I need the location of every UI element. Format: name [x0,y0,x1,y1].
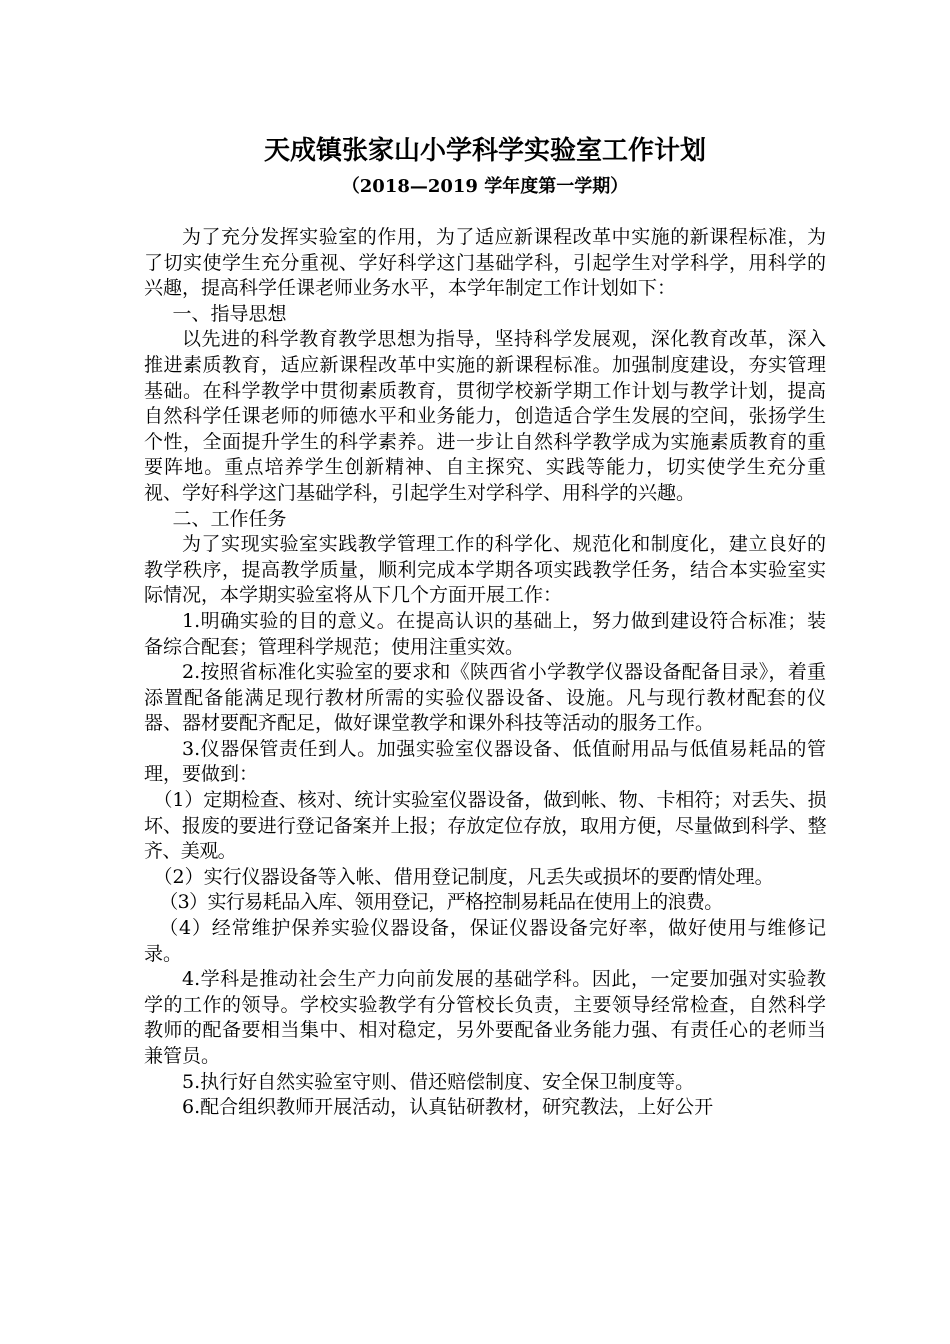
document-body [144,225,826,1121]
sub-item-2: （2）实行仪器设备等入帐、借用登记制度，凡丢失或损坏的要酌情处理。 [153,865,774,888]
list-item-5: 5.执行好自然实验室守则、借还赔偿制度、安全保卫制度等。 [182,1070,695,1093]
paragraph-guiding-ideology: 以先进的科学教育教学思想为指导，坚持科学发展观，深化教育改革，深入推进素质教育，适应新课程改革中实施的新课程标准。加强制度建设，夯实管理基础。在科学教学中贯彻素质教育，贯彻学校新学期工作计划与教学计划，提高自然科学任课老师的师德水平和业务能力，创造适合学生发展的空间，张扬学生个性，全面提升学生的科学素养。进一步让自然科学教学成为实施素质教育的重要阵地。重点培养学生创新精神、自主探究、实践等能力，切实使学生充分重视、学好科学这门基础学科，引起学生对学科学、用科学的兴趣。 [144,328,826,504]
list-item-6: 6.配合组织教师开展活动，认真钻研教材，研究教法，上好公开 [182,1096,714,1119]
document-subtitle: （2018—2019 学年度第一学期） [341,176,629,197]
list-item-4: 4.学科是推动社会生产力向前发展的基础学科。因此，一定要加强对实验教学的工作的领导。学校实验教学有分管校长负责，主要领导经常检查，自然科学教师的配备要相当集中、相对稳定，另外要配备业务能力强、有责任心的老师当兼管员。 [144,968,826,1067]
paragraph-intro: 为了充分发挥实验室的作用，为了适应新课程改革中实施的新课程标准，为了切实使学生充分重视、学好科学这门基础学科，引起学生对学科学，用科学的兴趣，提高科学任课老师业务水平，本学年制定工作计划如下： [144,226,826,300]
document-title: 天成镇张家山小学科学实验室工作计划 [263,136,706,166]
list-item-2: 2.按照省标准化实验室的要求和《陕西省小学教学仪器设备配备目录》，着重添置配备能满足现行教材所需的实验仪器设备、设施。凡与现行教材配套的仪器、器材要配齐配足，做好课堂教学和课外科技等活动的服务工作。 [144,661,826,735]
sub-item-4: （4）经常维护保养实验仪器设备，保证仪器设备完好率，做好使用与维修记录。 [144,917,826,965]
paragraph-work-tasks: 为了实现实验室实践教学管理工作的科学化、规范化和制度化，建立良好的教学秩序，提高教学质量，顺利完成本学期各项实践教学任务，结合本实验室实际情况，本学期实验室将从下几个方面开展工作： [144,533,826,607]
sub-item-3: （3）实行易耗品入库、领用登记，严格控制易耗品在使用上的浪费。 [159,891,723,914]
section-heading-work-tasks: 二、工作任务 [172,507,287,530]
list-item-3: 3.仪器保管责任到人。加强实验室仪器设备、低值耐用品与低值易耗品的管理，要做到： [144,737,826,786]
sub-item-1: （1）定期检查、核对、统计实验室仪器设备，做到帐、物、卡相符；对丢失、损坏、报废的要进行登记备案并上报；存放定位存放，取用方便，尽量做到科学、整齐、美观。 [144,789,826,863]
section-heading-guiding-ideology: 一、指导思想 [172,302,287,325]
list-item-1: 1.明确实验的目的意义。在提高认识的基础上，努力做到建设符合标准；装备综合配套；管理科学规范；使用注重实效。 [144,609,826,658]
